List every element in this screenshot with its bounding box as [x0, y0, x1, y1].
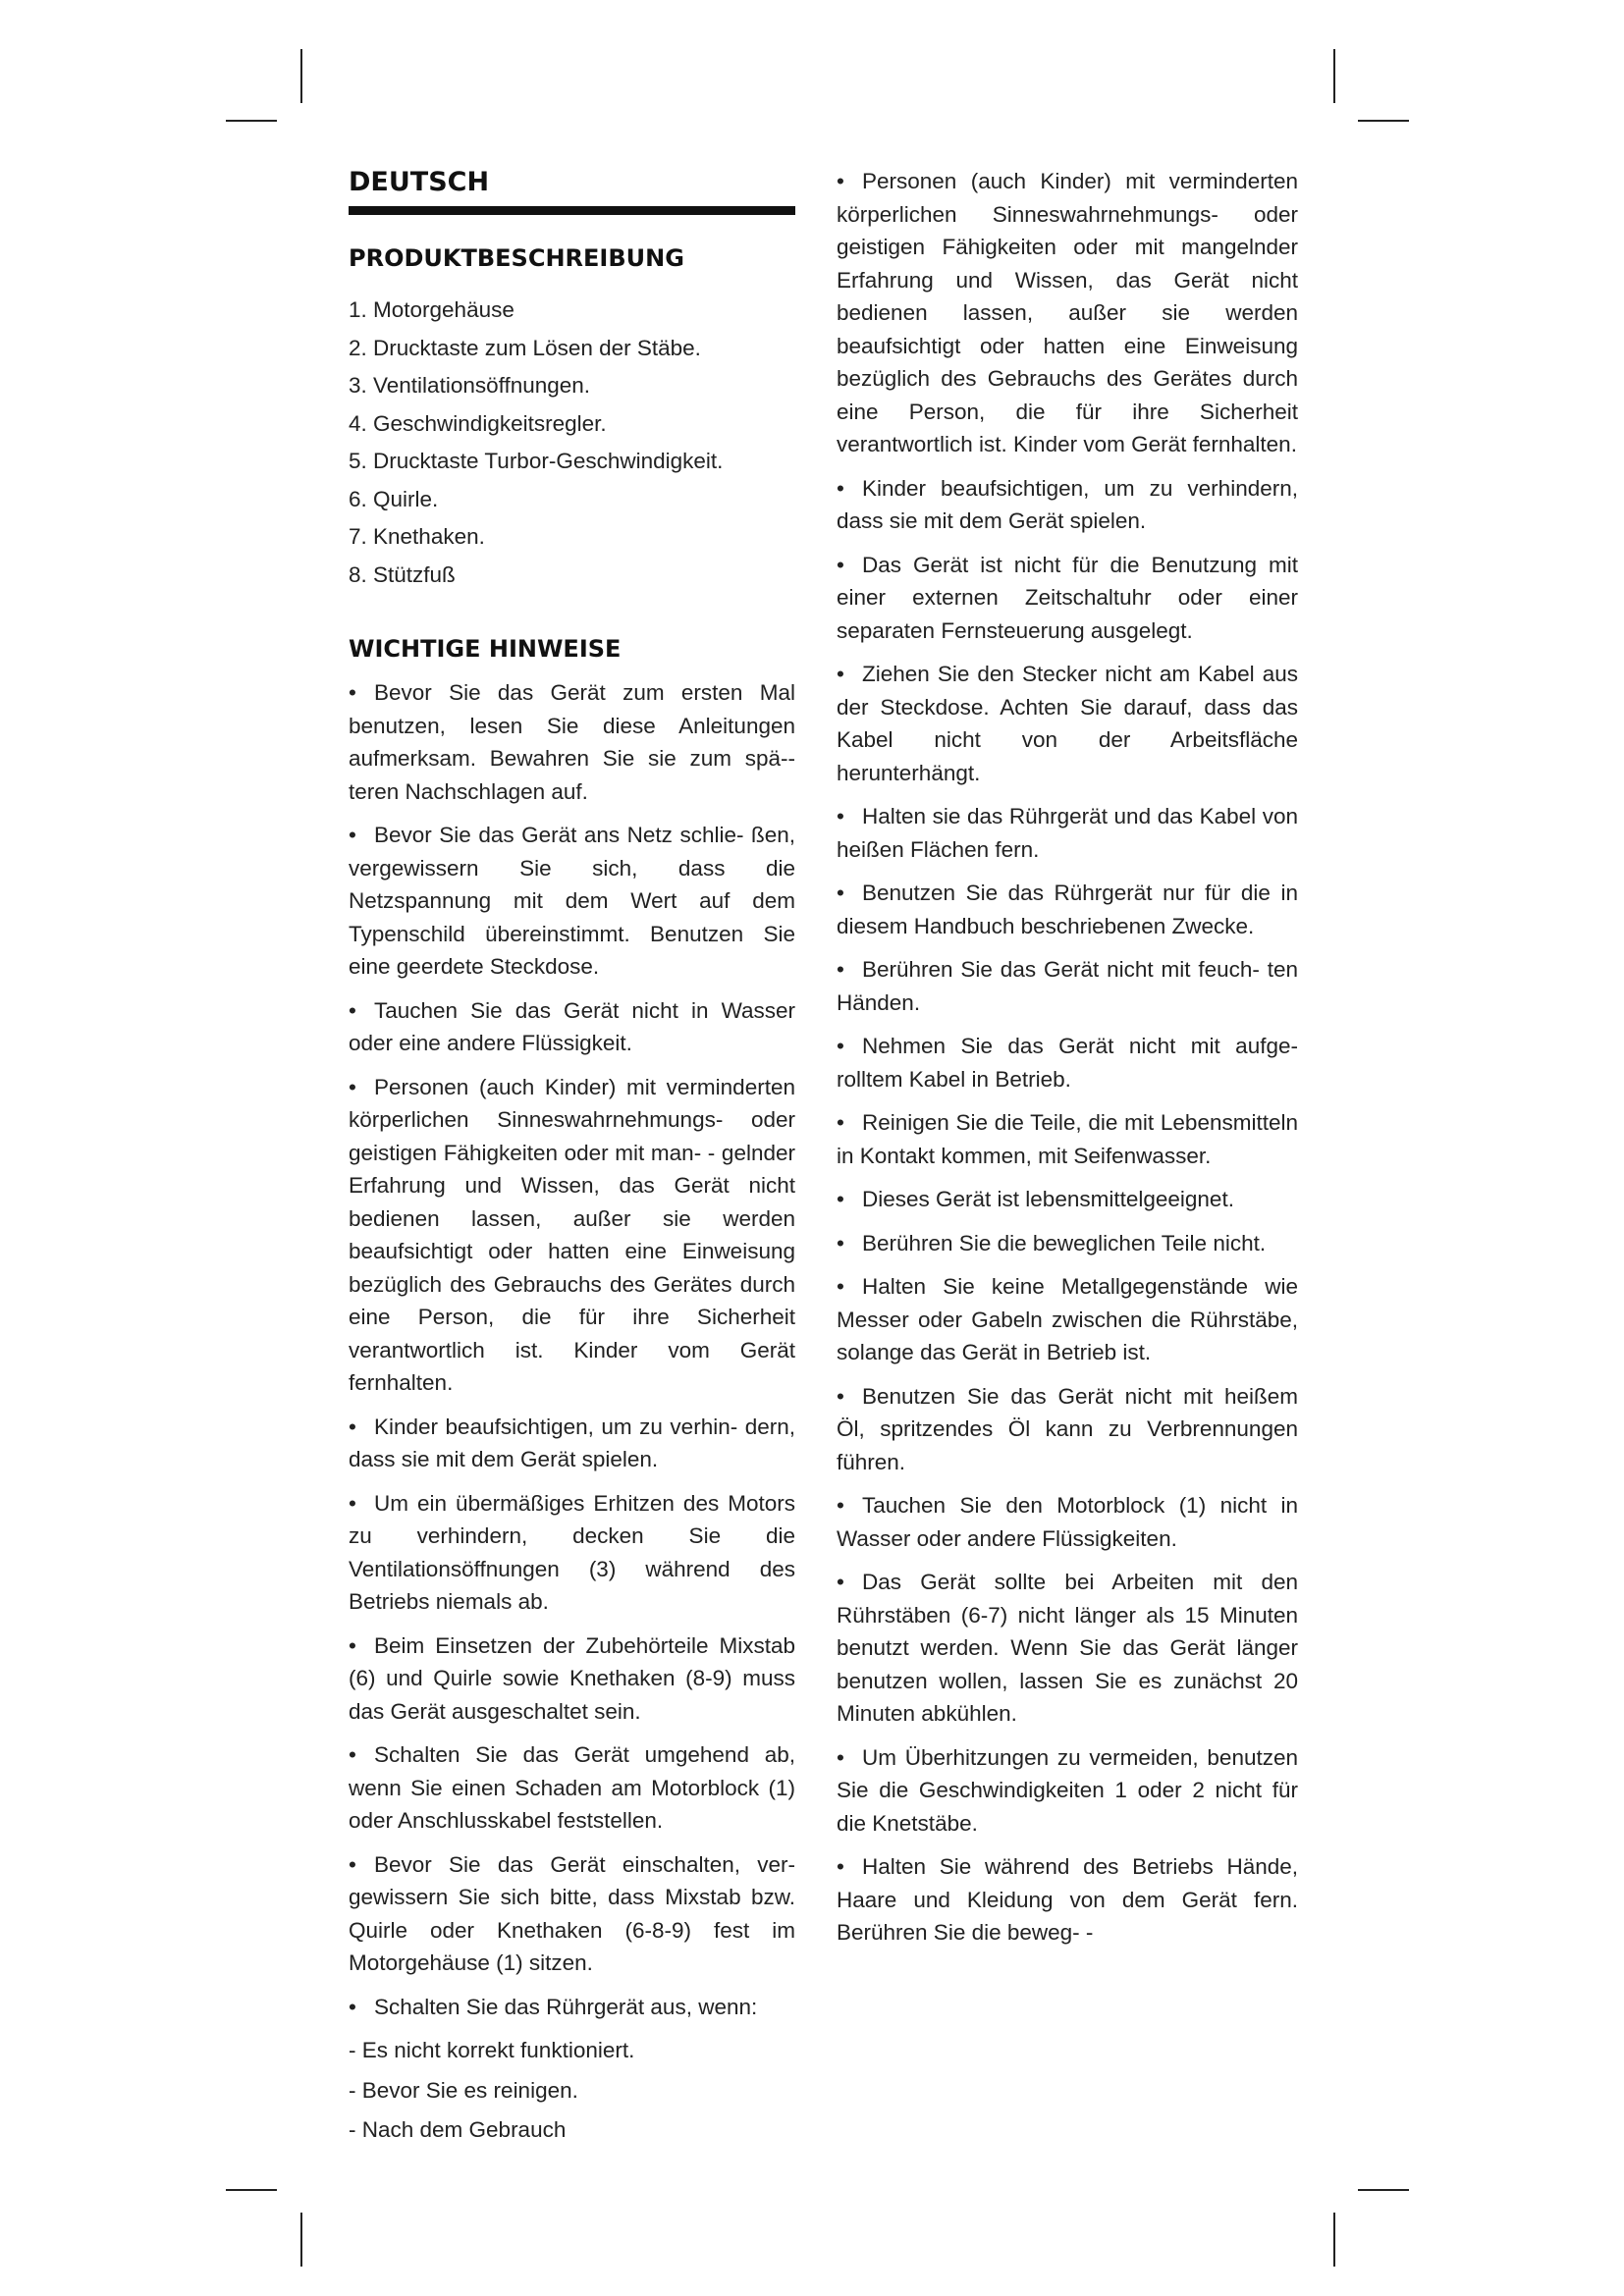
safety-note [837, 1106, 1298, 1172]
safety-note [349, 676, 795, 808]
crop-mark-bottom-right-horizontal [1358, 2189, 1409, 2191]
list-item: 2. Drucktaste zum Lösen der Stäbe. [349, 335, 701, 360]
bullet: • [837, 1187, 844, 1211]
bullet: • [837, 804, 844, 828]
safety-note [837, 1489, 1298, 1555]
safety-note [837, 165, 1298, 461]
note-text: Kinder beaufsichtigen, um zu verhindern, dass sie mit dem Gerät spielen. [837, 475, 1298, 533]
safety-note [837, 1030, 1298, 1095]
bullet: • [837, 475, 844, 501]
important-notes-heading: WICHTIGE HINWEISE [349, 635, 622, 663]
list-item: 1. Motorgehäuse [349, 297, 514, 322]
bullet: • [349, 997, 356, 1023]
bullet: • [837, 957, 844, 982]
note-text: Um Überhitzungen zu vermeiden, benutzen Sie die Geschwindigkeiten 1 oder 2 nicht für die Knetstäbe. [837, 1744, 1298, 1836]
bullet: • [349, 680, 356, 705]
safety-note [349, 819, 795, 984]
bullet: • [349, 1994, 356, 2019]
crop-mark-top-right-vertical [1333, 49, 1335, 103]
note-text: Halten Sie keine Metallgegenstände wie Messer oder Gabeln zwischen die Rührstäbe, solange das Gerät in Betrieb ist. [837, 1274, 1298, 1364]
crop-mark-bottom-left-vertical [300, 2213, 302, 2267]
note-text: Bevor Sie das Gerät einschalten, ver- gewissern Sie sich bitte, dass Mixstab bzw. Quirle oder Knethaken (6-8-9) fest im Motorgehäuse (1) sitzen. [349, 1851, 795, 1975]
safety-note [837, 800, 1298, 866]
safety-note [837, 1270, 1298, 1369]
dash-item: - Nach dem Gebrauch [349, 2117, 567, 2142]
note-text: Berühren Sie die beweglichen Teile nicht. [862, 1230, 1267, 1255]
safety-note [837, 472, 1298, 538]
safety-note [837, 1183, 1298, 1216]
bullet: • [349, 1742, 356, 1767]
bullet: • [837, 169, 844, 193]
list-item: 4. Geschwindigkeitsregler. [349, 410, 607, 436]
safety-note [837, 953, 1298, 1019]
list-item: 7. Knethaken. [349, 524, 485, 549]
list-item: 6. Quirle. [349, 486, 439, 511]
note-text: Dieses Gerät ist lebensmittelgeeignet. [862, 1187, 1234, 1211]
crop-mark-bottom-right-vertical [1333, 2213, 1335, 2267]
note-text: Bevor Sie das Gerät ans Netz schlie- ßen, vergewissern Sie sich, dass die Netzspannung mit dem Wert auf dem Typenschild übereinstimmt. Benutzen Sie eine geerdete Steckdose. [349, 823, 795, 979]
bullet: • [837, 1854, 844, 1879]
note-text: Ziehen Sie den Stecker nicht am Kabel aus der Steckdose. Achten Sie darauf, dass das Kabel nicht von der Arbeitsfläche herunterhängt. [837, 662, 1298, 785]
bullet: • [837, 1110, 844, 1135]
bullet: • [837, 1493, 844, 1518]
note-text: Tauchen Sie das Gerät nicht in Wasser oder eine andere Flüssigkeit. [349, 997, 795, 1055]
safety-note [349, 1411, 795, 1476]
bullet: • [349, 1490, 356, 1516]
safety-note [349, 1848, 795, 1980]
safety-note [837, 1741, 1298, 1841]
note-text: Bevor Sie das Gerät zum ersten Mal benutzen, lesen Sie diese Anleitungen aufmerksam. Bewahren Sie sie zum spä-- teren Nachschlagen auf. [349, 680, 795, 804]
bullet: • [349, 1632, 356, 1658]
bullet: • [837, 881, 844, 905]
note-text: Personen (auch Kinder) mit verminderten körperlichen Sinneswahrnehmungs- oder geistigen Fähigkeiten oder mit mangelnder Erfahrung und Wissen, das Gerät nicht bedienen lassen, außer sie werden beaufsichtigt oder hatten eine Einweisung bezüglich des Gebrauchs des Gerätes durch eine Person, die für ihre Sicherheit verantwortlich ist. Kinder vom Gerät fernhalten. [837, 169, 1298, 456]
dash-item: - Bevor Sie es reinigen. [349, 2077, 578, 2103]
bullet: • [837, 662, 844, 686]
product-parts-list [349, 292, 795, 594]
safety-note [837, 1227, 1298, 1260]
note-text: Das Gerät ist nicht für die Benutzung mit einer externen Zeitschaltuhr oder einer separaten Fernsteuerung ausgelegt. [837, 552, 1298, 643]
note-text: Nehmen Sie das Gerät nicht mit aufge- rolltem Kabel in Betrieb. [837, 1034, 1298, 1092]
safety-note [349, 1738, 795, 1838]
bullet: • [837, 1230, 844, 1255]
bullet: • [837, 552, 844, 577]
right-column [837, 165, 1298, 1960]
bullet: • [349, 1851, 356, 1877]
bullet: • [349, 1414, 356, 1439]
bullet: • [837, 1034, 844, 1058]
list-item: 5. Drucktaste Turbor-Geschwindigkeit. [349, 449, 724, 473]
note-text: Um ein übermäßiges Erhitzen des Motors zu verhindern, decken Sie die Ventilationsöffnungen (3) während des Betriebs niemals ab. [349, 1490, 795, 1614]
note-text: Schalten Sie das Gerät umgehend ab, wenn Sie einen Schaden am Motorblock (1) oder Anschlusskabel feststellen. [349, 1742, 795, 1833]
note-text: Berühren Sie das Gerät nicht mit feuch- ten Händen. [837, 957, 1298, 1015]
note-text: Reinigen Sie die Teile, die mit Lebensmitteln in Kontakt kommen, mit Seifenwasser. [837, 1110, 1298, 1168]
bullet: • [837, 1274, 844, 1299]
safety-note [837, 1850, 1298, 1949]
note-text: Benutzen Sie das Gerät nicht mit heißem Öl, spritzendes Öl kann zu Verbrennungen führen. [837, 1383, 1298, 1474]
safety-note [349, 1071, 795, 1400]
list-item: 3. Ventilationsöffnungen. [349, 373, 591, 398]
bullet: • [837, 1383, 844, 1409]
bullet: • [349, 823, 356, 847]
crop-mark-top-right-horizontal [1358, 120, 1409, 122]
safety-note [837, 1380, 1298, 1479]
bullet: • [837, 1570, 844, 1594]
note-text: Benutzen Sie das Rührgerät nur für die in diesem Handbuch beschriebenen Zwecke. [837, 881, 1298, 938]
safety-note [349, 1991, 795, 2024]
safety-note [837, 877, 1298, 942]
bullet: • [349, 1074, 356, 1099]
safety-note [349, 1629, 795, 1729]
left-column [349, 165, 795, 2154]
note-text: Personen (auch Kinder) mit verminderten körperlichen Sinneswahrnehmungs- oder geistigen Fähigkeiten oder mit man- - gelnder Erfahrung und Wissen, das Gerät nicht bedienen lassen, außer sie werden beaufsichtigt oder hatten eine Einweisung bezüglich des Gebrauchs des Gerätes durch eine Person, die für ihre Sicherheit verantwortlich ist. Kinder vom Gerät fernhalten. [349, 1074, 795, 1395]
list-item: 8. Stützfuß [349, 561, 456, 587]
bullet: • [837, 1744, 844, 1770]
safety-note [837, 549, 1298, 648]
note-text: Halten sie das Rührgerät und das Kabel von heißen Flächen fern. [837, 804, 1298, 862]
product-description-heading: PRODUKTBESCHREIBUNG [349, 244, 684, 272]
safety-note [837, 658, 1298, 789]
safety-note [349, 1487, 795, 1619]
crop-mark-top-left-vertical [300, 49, 302, 103]
note-text: Schalten Sie das Rührgerät aus, wenn: [374, 1994, 758, 2019]
safety-note [837, 1566, 1298, 1731]
note-text: Halten Sie während des Betriebs Hände, Haare und Kleidung von dem Gerät fern. Berühren Sie die beweg- - [837, 1854, 1298, 1945]
crop-mark-top-left-horizontal [226, 120, 277, 122]
note-text: Kinder beaufsichtigen, um zu verhin- dern, dass sie mit dem Gerät spielen. [349, 1414, 795, 1471]
language-heading: DEUTSCH [349, 167, 490, 197]
note-text: Tauchen Sie den Motorblock (1) nicht in Wasser oder andere Flüssigkeiten. [837, 1493, 1298, 1551]
heading-rule [349, 206, 795, 215]
note-text: Beim Einsetzen der Zubehörteile Mixstab (6) und Quirle sowie Knethaken (8-9) muss das Gerät ausgeschaltet sein. [349, 1632, 795, 1724]
safety-note [349, 994, 795, 1060]
crop-mark-bottom-left-horizontal [226, 2189, 277, 2191]
note-text: Das Gerät sollte bei Arbeiten mit den Rührstäben (6-7) nicht länger als 15 Minuten benutzt werden. Wenn Sie das Gerät länger benutzen wollen, lassen Sie es zunächst 20 Minuten abkühlen. [837, 1570, 1298, 1726]
dash-item: - Es nicht korrekt funktioniert. [349, 2038, 635, 2062]
